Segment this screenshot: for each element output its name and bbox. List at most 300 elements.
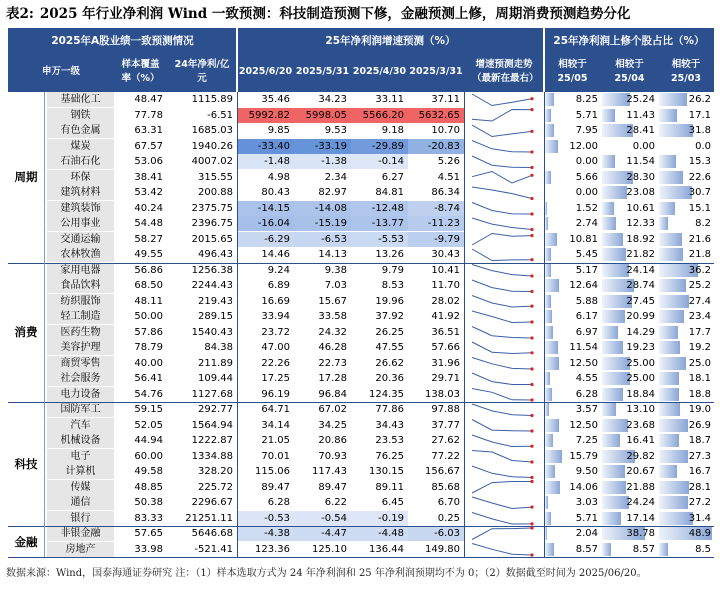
upgrade-share-value: 3.57 — [575, 404, 598, 415]
upgrade-share-value: 28.30 — [626, 171, 655, 183]
upgrade-share-cell — [658, 464, 714, 479]
table-row — [8, 216, 714, 231]
industry-name: 电子 — [47, 449, 114, 464]
profit-value: 1940.26 — [191, 140, 233, 152]
upgrade-share-value: 15.79 — [569, 450, 598, 462]
trend-line — [472, 544, 532, 556]
trend-line — [472, 373, 532, 385]
table-row — [8, 123, 714, 138]
growth-forecast-value: 17.25 — [261, 373, 290, 384]
upgrade-share-cell — [601, 340, 658, 355]
upgrade-share-bar — [545, 326, 553, 339]
table-row — [8, 340, 714, 355]
growth-forecast-value: 23.53 — [375, 435, 404, 446]
trend-latest-point — [530, 305, 533, 308]
upgrade-share-cell — [658, 216, 714, 231]
upgrade-share-cell — [658, 480, 714, 495]
upgrade-share-cell — [658, 340, 714, 355]
trend-latest-point — [530, 174, 533, 177]
growth-forecast-value: 9.53 — [324, 125, 347, 136]
growth-forecast-value: 13.26 — [375, 249, 404, 260]
profit-value: 1115.89 — [191, 94, 233, 105]
growth-forecast-value: 41.92 — [431, 311, 460, 322]
upgrade-share-bar — [659, 186, 692, 199]
sector-group-label: 科技 — [8, 402, 45, 526]
upgrade-share-value: 27.3 — [688, 450, 711, 462]
growth-forecast-value: 5.26 — [437, 156, 460, 167]
upgrade-share-cell — [658, 356, 714, 371]
growth-forecast-value: -4.38 — [237, 526, 294, 541]
trend-line — [472, 513, 532, 525]
upgrade-share-bar — [659, 403, 680, 416]
growth-forecast-value: 27.62 — [431, 435, 460, 446]
profit-value: 4007.02 — [191, 156, 233, 167]
growth-forecast-value: 36.51 — [431, 326, 460, 338]
trend-latest-point — [530, 97, 533, 100]
trend-latest-point — [530, 383, 533, 386]
industry-name: 交通运输 — [47, 232, 114, 247]
upgrade-share-value: 18.92 — [626, 233, 655, 245]
upgrade-share-value: 12.00 — [569, 140, 598, 152]
upgrade-share-value: 5.66 — [575, 171, 598, 183]
upgrade-share-value: 23.68 — [626, 419, 655, 431]
trend-latest-point — [530, 130, 533, 133]
upgrade-share-cell — [601, 154, 658, 169]
growth-forecast-value: 8.53 — [381, 280, 404, 291]
growth-forecast-value: 6.27 — [381, 171, 404, 183]
growth-forecast-value: 33.11 — [375, 94, 404, 105]
growth-forecast-value: 34.14 — [261, 419, 290, 431]
growth-forecast-value: 125.10 — [312, 543, 347, 555]
upgrade-share-value: 25.00 — [626, 373, 655, 384]
upgrade-share-cell — [601, 170, 658, 185]
coverage-value: 78.79 — [134, 342, 163, 353]
profit-value: 315.55 — [198, 171, 233, 183]
upgrade-share-value: 11.54 — [626, 156, 655, 167]
upgrade-share-value: 27.2 — [688, 497, 711, 508]
profit-value: 84.38 — [204, 342, 233, 353]
upgrade-share-value: 38.78 — [626, 528, 655, 539]
upgrade-share-bar — [659, 310, 684, 323]
growth-forecast-value: -0.14 — [351, 154, 408, 169]
upgrade-share-cell — [544, 294, 601, 309]
growth-forecast-value: 84.81 — [375, 187, 404, 198]
profit-value: 1564.94 — [191, 419, 233, 431]
trend-line — [472, 404, 532, 416]
trend-latest-point — [530, 228, 533, 231]
growth-forecast-value: 23.72 — [261, 326, 290, 338]
header-coverage: 样本覆盖率（%） — [114, 52, 167, 92]
coverage-value: 53.42 — [134, 187, 163, 198]
upgrade-share-cell — [658, 139, 714, 154]
table-row — [8, 356, 714, 371]
upgrade-share-cell — [601, 263, 658, 278]
upgrade-share-value: 21.82 — [626, 249, 655, 260]
header-compare-apr: 相较于25/04 — [601, 52, 658, 92]
upgrade-share-value: 29.82 — [626, 450, 655, 462]
upgrade-share-cell — [601, 371, 658, 386]
growth-forecast-value: 33.94 — [261, 311, 290, 322]
table-row — [8, 309, 714, 324]
profit-value: 1685.03 — [191, 125, 233, 136]
trend-line — [472, 249, 532, 261]
upgrade-share-cell — [601, 216, 658, 231]
upgrade-share-cell — [658, 108, 714, 123]
upgrade-share-bar — [659, 419, 688, 432]
growth-forecast-value: 89.11 — [375, 481, 404, 493]
trend-latest-point — [530, 320, 533, 323]
growth-forecast-value: 33.58 — [318, 311, 347, 322]
industry-name: 建筑装饰 — [47, 201, 114, 216]
upgrade-share-bar — [659, 481, 689, 494]
upgrade-share-cell — [544, 247, 601, 262]
header-trend: 增速预测走势（最新在最右） — [464, 52, 544, 92]
upgrade-share-bar — [602, 217, 616, 230]
table-row — [8, 294, 714, 309]
industry-name: 有色金属 — [47, 123, 114, 138]
upgrade-share-cell — [601, 247, 658, 262]
growth-forecast-value: -6.53 — [294, 232, 351, 247]
upgrade-share-cell — [544, 449, 601, 464]
trend-latest-point — [530, 197, 533, 200]
upgrade-share-cell — [601, 139, 658, 154]
upgrade-share-cell — [544, 185, 601, 200]
upgrade-share-bar — [545, 109, 551, 122]
header-date-3: 2025/4/30 — [351, 52, 408, 92]
coverage-value: 48.85 — [134, 481, 163, 493]
industry-name: 石油石化 — [47, 154, 114, 169]
upgrade-share-value: 8.2 — [695, 218, 711, 229]
upgrade-share-value: 12.50 — [569, 357, 598, 369]
trend-line — [472, 358, 532, 370]
industry-name: 轻工制造 — [47, 309, 114, 324]
growth-forecast-value: -13.77 — [351, 216, 408, 231]
growth-forecast-value: 9.38 — [324, 264, 347, 276]
trend-latest-point — [530, 445, 533, 448]
upgrade-share-cell — [601, 201, 658, 216]
trend-line — [472, 218, 532, 230]
coverage-value: 54.48 — [134, 218, 163, 229]
column-divider — [544, 92, 545, 557]
industry-name: 医药生物 — [47, 325, 114, 340]
trend-line — [472, 466, 532, 478]
upgrade-share-bar — [545, 171, 551, 184]
upgrade-share-bar — [545, 124, 554, 137]
profit-value: 289.15 — [198, 311, 233, 322]
upgrade-share-cell — [658, 387, 714, 402]
upgrade-share-cell — [544, 201, 601, 216]
coverage-value: 49.58 — [134, 466, 163, 477]
trend-latest-point — [530, 108, 533, 111]
upgrade-share-cell — [601, 232, 658, 247]
industry-name: 社会服务 — [47, 371, 114, 386]
upgrade-share-value: 5.71 — [575, 109, 598, 121]
growth-forecast-value: 14.13 — [318, 249, 347, 260]
growth-forecast-value: 9.79 — [381, 264, 404, 276]
trend-latest-point — [530, 414, 533, 417]
coverage-value: 59.15 — [134, 404, 163, 415]
trend-line — [472, 435, 532, 447]
upgrade-share-bar — [545, 341, 558, 354]
upgrade-share-value: 0.00 — [575, 187, 598, 198]
growth-forecast-value: 28.02 — [431, 295, 460, 307]
trend-latest-point — [530, 274, 533, 277]
growth-forecast-value: 0.25 — [437, 512, 460, 524]
upgrade-share-cell — [544, 387, 601, 402]
upgrade-share-bar — [545, 248, 551, 261]
growth-forecast-value: 76.25 — [375, 450, 404, 462]
upgrade-share-value: 25.2 — [688, 280, 711, 291]
upgrade-share-value: 16.7 — [688, 466, 711, 477]
upgrade-share-value: 8.5 — [695, 543, 711, 555]
coverage-value: 53.06 — [134, 156, 163, 167]
upgrade-share-bar — [659, 341, 680, 354]
growth-forecast-value: -29.89 — [351, 139, 408, 154]
upgrade-share-value: 14.29 — [626, 326, 655, 338]
upgrade-share-cell — [658, 325, 714, 340]
upgrade-share-cell — [544, 371, 601, 386]
table-row — [8, 139, 714, 154]
table-title-text: 2025 年行业净利润 Wind 一致预测：科技制造预测下修，金融预测上修，周期消费预测趋势分化 — [39, 6, 631, 22]
upgrade-share-value: 14.06 — [569, 481, 598, 493]
upgrade-share-bar — [545, 279, 559, 292]
table-row — [8, 449, 714, 464]
upgrade-share-cell — [658, 495, 714, 510]
trend-line — [472, 342, 532, 354]
trend-line — [472, 187, 532, 199]
industry-name: 公用事业 — [47, 216, 114, 231]
growth-forecast-value: 130.15 — [369, 466, 404, 477]
growth-forecast-value: 89.47 — [261, 481, 290, 493]
growth-forecast-value: 86.34 — [431, 187, 460, 198]
trend-line — [472, 311, 532, 323]
trend-latest-point — [530, 398, 533, 401]
upgrade-share-bar — [545, 357, 559, 370]
growth-forecast-value: 9.18 — [381, 125, 404, 136]
upgrade-share-bar — [602, 186, 627, 199]
group-divider — [8, 526, 714, 527]
trend-latest-point — [530, 212, 533, 215]
upgrade-share-cell — [658, 418, 714, 433]
upgrade-share-value: 1.52 — [575, 202, 598, 214]
upgrade-share-bar — [602, 248, 626, 261]
industry-name: 国防军工 — [47, 402, 114, 417]
growth-forecast-value: 14.46 — [261, 249, 290, 260]
header-date-2: 2025/5/31 — [294, 52, 351, 92]
upgrade-share-bar — [602, 403, 616, 416]
growth-forecast-value: 5566.20 — [351, 108, 408, 123]
upgrade-share-bar — [545, 233, 557, 246]
table-row — [8, 201, 714, 216]
growth-forecast-value: 57.66 — [431, 342, 460, 353]
trend-line — [472, 156, 532, 168]
growth-forecast-value: 115.06 — [255, 466, 290, 477]
industry-name: 电力设备 — [47, 387, 114, 402]
upgrade-share-value: 19.2 — [688, 342, 711, 353]
upgrade-share-cell — [601, 495, 658, 510]
growth-forecast-value: 26.25 — [375, 326, 404, 338]
growth-forecast-value: -33.19 — [294, 139, 351, 154]
growth-forecast-value: -16.04 — [237, 216, 294, 231]
upgrade-share-bar — [602, 310, 625, 323]
upgrade-share-bar — [659, 171, 683, 184]
upgrade-share-value: 19.23 — [626, 342, 655, 353]
growth-forecast-value: 6.22 — [324, 497, 347, 508]
upgrade-share-value: 19.0 — [688, 404, 711, 415]
upgrade-share-bar — [545, 419, 559, 432]
header-compare-mar: 相较于25/03 — [658, 52, 714, 92]
table-row — [8, 325, 714, 340]
growth-forecast-value: 34.25 — [318, 419, 347, 431]
upgrade-share-cell — [601, 309, 658, 324]
header-group-growth: 25年净利润增速预测（%） — [237, 28, 544, 52]
upgrade-share-bar — [545, 388, 552, 401]
upgrade-share-value: 17.7 — [688, 326, 711, 338]
coverage-value: 60.00 — [134, 450, 163, 462]
profit-value: 2375.75 — [191, 202, 233, 214]
upgrade-share-value: 12.50 — [569, 419, 598, 431]
profit-value: 1127.68 — [191, 388, 233, 400]
upgrade-share-bar — [659, 233, 682, 246]
upgrade-share-cell — [601, 278, 658, 293]
coverage-value: 38.41 — [134, 171, 163, 183]
upgrade-share-bar — [602, 496, 629, 509]
growth-forecast-value: 6.45 — [381, 497, 404, 508]
growth-forecast-value: 4.98 — [267, 171, 290, 183]
industry-name: 美容护理 — [47, 340, 114, 355]
growth-forecast-value: 20.86 — [318, 435, 347, 446]
industry-name: 通信 — [47, 495, 114, 510]
coverage-value: 33.98 — [134, 543, 163, 555]
header-group-upgrade: 25年净利润上修个股占比（%） — [544, 28, 714, 52]
upgrade-share-cell — [601, 356, 658, 371]
upgrade-share-value: 10.61 — [626, 202, 655, 214]
upgrade-share-cell — [601, 480, 658, 495]
upgrade-share-bar — [659, 202, 675, 215]
growth-forecast-value: -12.48 — [351, 201, 408, 216]
upgrade-share-cell — [658, 247, 714, 262]
upgrade-share-bar — [659, 295, 689, 308]
upgrade-share-value: 7.95 — [575, 125, 598, 136]
trend-latest-point — [530, 150, 533, 153]
upgrade-share-cell — [601, 433, 658, 448]
growth-forecast-value: -9.79 — [408, 232, 464, 247]
upgrade-share-bar — [545, 217, 548, 230]
trend-latest-point — [530, 526, 533, 529]
upgrade-share-value: 36.2 — [688, 264, 711, 276]
industry-name: 房地产 — [47, 542, 114, 557]
upgrade-share-bar — [545, 434, 553, 447]
growth-forecast-value: -4.48 — [351, 526, 408, 541]
header-group-a-share: 2025年A股业绩一致预测情况 — [8, 28, 237, 52]
growth-forecast-value: -14.08 — [294, 201, 351, 216]
growth-forecast-value: 97.88 — [431, 404, 460, 415]
upgrade-share-cell — [544, 263, 601, 278]
growth-forecast-value: -15.19 — [294, 216, 351, 231]
growth-forecast-value: 2.34 — [324, 171, 347, 183]
upgrade-share-value: 18.84 — [626, 388, 655, 400]
upgrade-share-bar — [659, 388, 679, 401]
upgrade-share-value: 18.7 — [688, 435, 711, 446]
trend-line — [472, 280, 532, 292]
upgrade-share-cell — [544, 526, 601, 541]
coverage-value: 50.00 — [134, 311, 163, 322]
upgrade-share-cell — [658, 201, 714, 216]
upgrade-share-value: 5.88 — [575, 295, 598, 307]
growth-forecast-value: 5998.05 — [294, 108, 351, 123]
upgrade-share-cell — [544, 402, 601, 417]
profit-value: 211.89 — [198, 357, 233, 369]
upgrade-share-value: 11.54 — [569, 342, 598, 353]
coverage-value: 77.78 — [134, 109, 163, 121]
growth-forecast-value: 21.05 — [261, 435, 290, 446]
trend-sparklines — [468, 92, 540, 557]
table-row — [8, 433, 714, 448]
header-date-4: 2025/3/31 — [408, 52, 464, 92]
upgrade-share-bar — [545, 372, 550, 385]
growth-forecast-value: 37.92 — [375, 311, 404, 322]
coverage-value: 56.41 — [134, 373, 163, 384]
trend-latest-point — [530, 336, 533, 339]
table-row — [8, 480, 714, 495]
upgrade-share-bar — [659, 357, 686, 370]
upgrade-share-value: 21.88 — [626, 481, 655, 493]
upgrade-share-bar — [659, 465, 677, 478]
upgrade-share-value: 5.71 — [575, 512, 598, 524]
upgrade-share-cell — [544, 139, 601, 154]
growth-forecast-value: 77.22 — [431, 450, 460, 462]
upgrade-share-value: 26.2 — [688, 94, 711, 105]
coverage-value: 57.65 — [134, 528, 163, 539]
upgrade-share-cell — [544, 480, 601, 495]
upgrade-share-bar — [545, 450, 562, 463]
upgrade-share-bar — [602, 481, 626, 494]
upgrade-share-value: 28.74 — [626, 280, 655, 291]
growth-forecast-value: 117.43 — [312, 466, 347, 477]
upgrade-share-value: 18.8 — [688, 388, 711, 400]
upgrade-share-cell — [544, 542, 601, 557]
industry-name: 银行 — [47, 511, 114, 526]
upgrade-share-cell — [544, 356, 601, 371]
upgrade-share-value: 12.64 — [569, 280, 598, 291]
table-number: 表2: — [6, 6, 34, 22]
upgrade-share-bar — [602, 434, 620, 447]
industry-name: 食品饮料 — [47, 278, 114, 293]
upgrade-share-cell — [658, 511, 714, 526]
trend-latest-point — [530, 290, 533, 293]
growth-forecast-value: 6.28 — [267, 497, 290, 508]
header-compare-may: 相较于25/05 — [544, 52, 601, 92]
table-row — [8, 526, 714, 541]
profit-value: -6.51 — [207, 109, 233, 121]
upgrade-share-value: 27.45 — [626, 295, 655, 307]
industry-name: 纺织服饰 — [47, 294, 114, 309]
upgrade-share-value: 18.1 — [688, 373, 711, 384]
coverage-value: 67.57 — [134, 140, 163, 152]
growth-forecast-value: 156.67 — [425, 466, 460, 477]
upgrade-share-cell — [544, 216, 601, 231]
upgrade-share-bar — [545, 295, 551, 308]
growth-forecast-value: -0.19 — [351, 511, 408, 526]
upgrade-share-value: 13.10 — [626, 404, 655, 415]
profit-value: 1540.43 — [191, 326, 233, 338]
upgrade-share-value: 0.00 — [632, 140, 655, 152]
upgrade-share-bar — [659, 93, 687, 106]
growth-forecast-value: 26.62 — [375, 357, 404, 369]
upgrade-share-cell — [601, 464, 658, 479]
growth-forecast-value: 70.01 — [261, 450, 290, 462]
industry-name: 机械设备 — [47, 433, 114, 448]
